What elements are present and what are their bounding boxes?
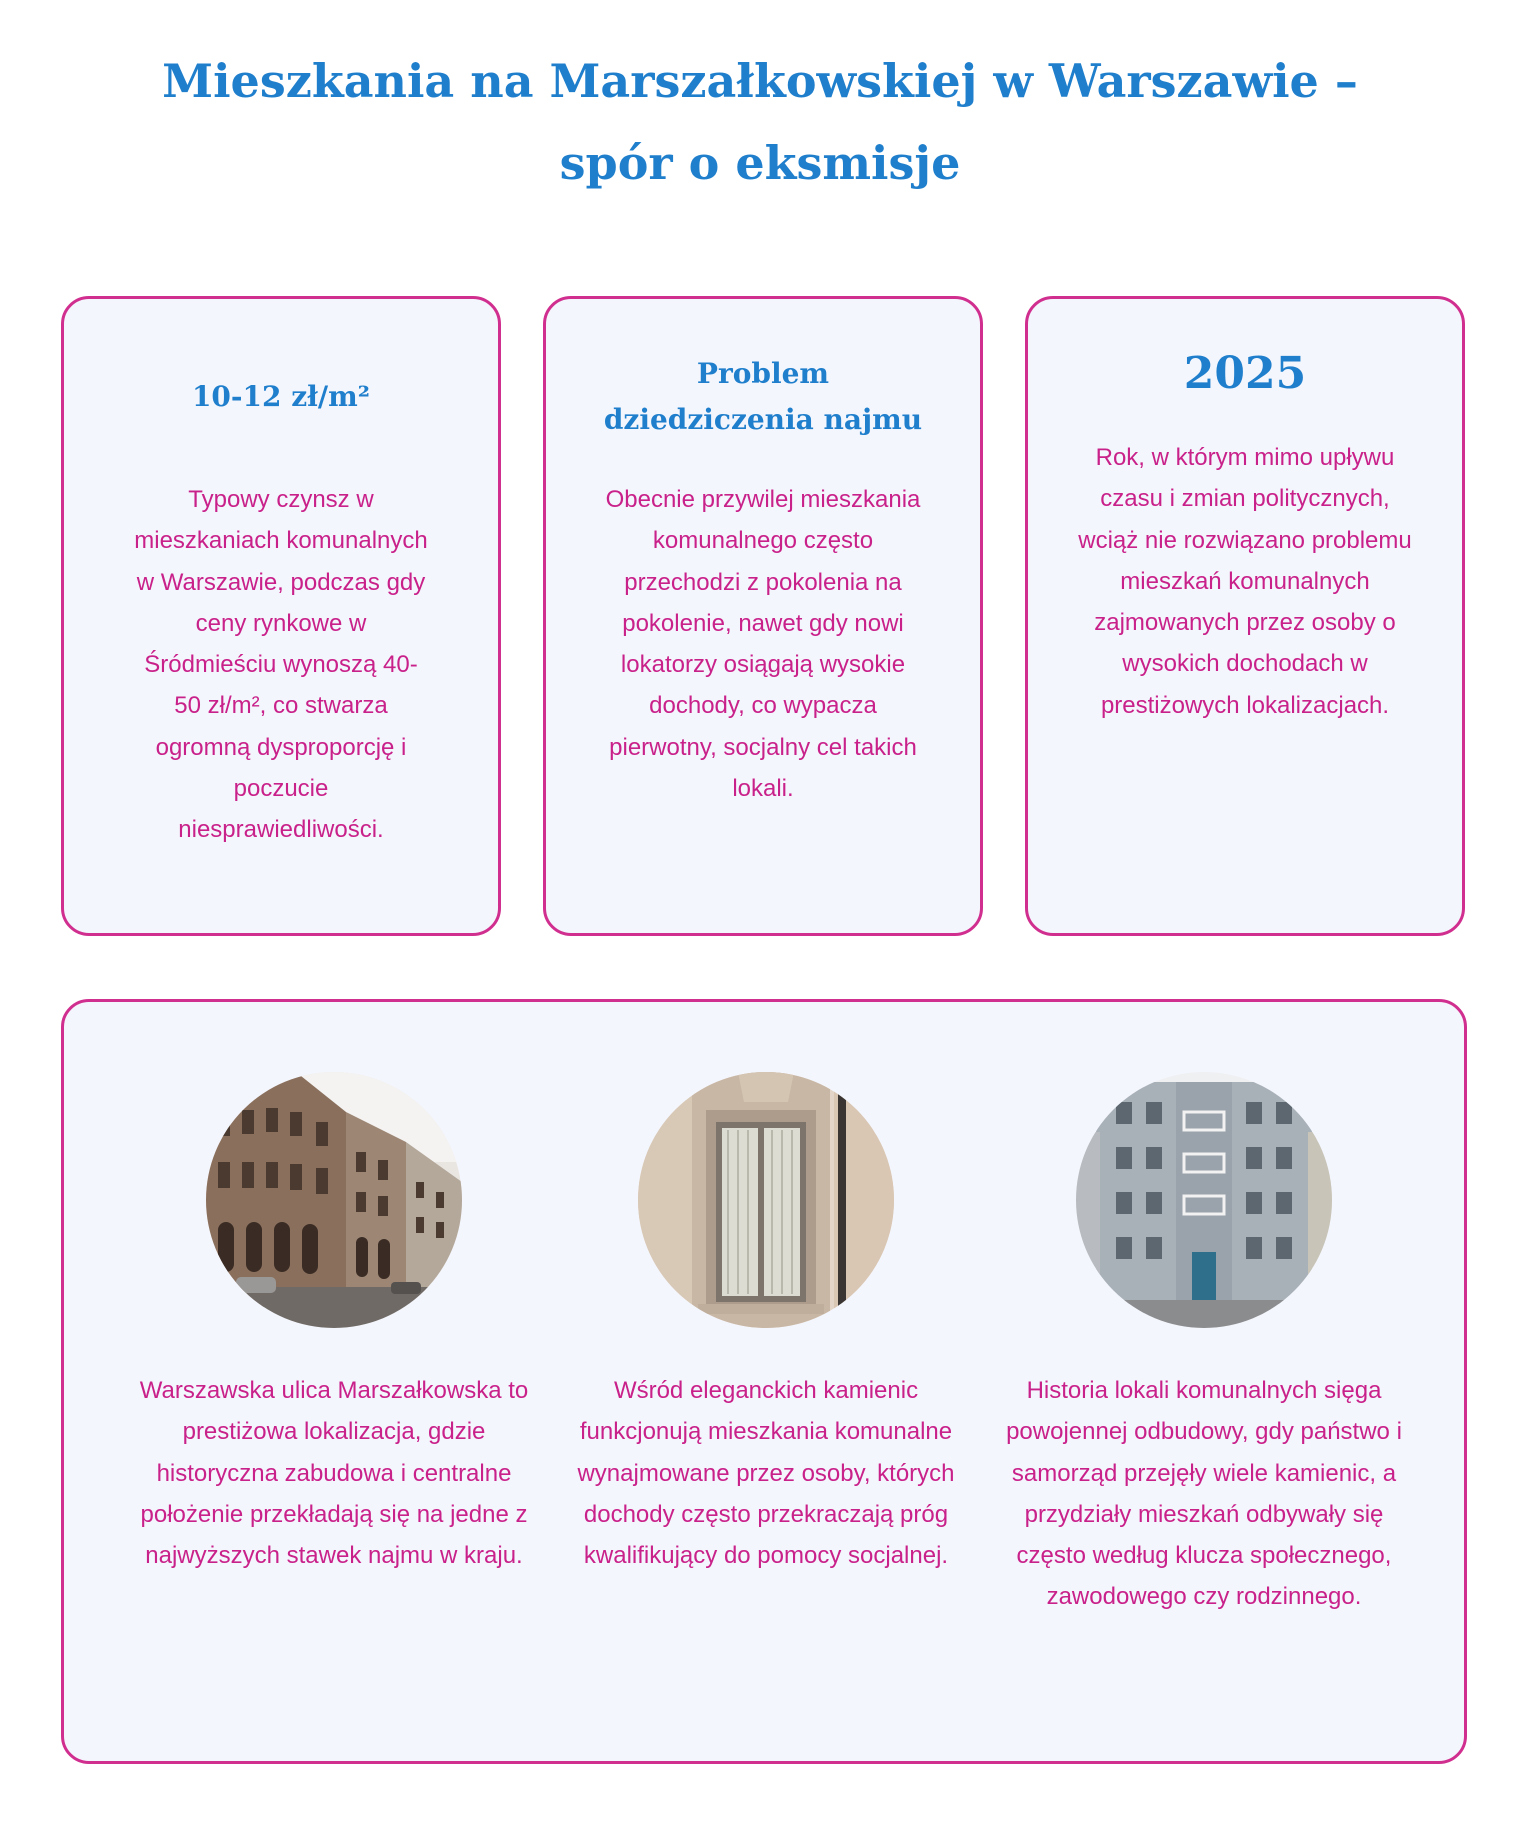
card-text: Typowy czynsz w mieszkaniach komunalnych w Warszawie, podczas gdy ceny rynkowe w Śródmieściu wynoszą 40-50 zł/m², co stwarza ogromną dysproporcję i poczucie niesprawiedliwości. [134, 486, 428, 844]
info-card-rent [61, 296, 501, 936]
info-card-inheritance [543, 296, 983, 936]
gallery-caption: Wśród eleganckich kamienic funkcjonują mieszkania komunalne wynajmowane przez osoby, których dochody często przekraczają próg kwalifikujący do pomocy socjalnej. [577, 1377, 955, 1570]
card-heading-wrap [1048, 299, 1442, 449]
card-heading: 10-12 zł/m² [191, 380, 371, 413]
card-heading: 2025 [1183, 348, 1307, 399]
page-title-line-2: spór o eksmisje [559, 136, 961, 190]
card-text: Obecnie przywilej mieszkania komunalnego często przechodzi z pokolenia na pokolenie, nawet gdy nowi lokatorzy osiągają wysokie dochody, co wypacza pierwotny, socjalny cel takich lokali. [605, 486, 921, 803]
gallery-caption: Historia lokali komunalnych sięga powojennej odbudowy, gdy państwo i samorząd przejęły wiele kamienic, a przydziały mieszkań odbywały się często według klucza społecznego, zawodowego czy rodzinnego. [1006, 1377, 1402, 1611]
card-heading-wrap [84, 299, 478, 495]
page-title [60, 40, 1460, 204]
page-title-line-1: Mieszkania na Marszałkowskiej w Warszawie – [162, 54, 1358, 108]
street-tenement-photo [206, 1072, 462, 1328]
photo-gallery-panel [61, 999, 1467, 1764]
window-facade-photo [638, 1072, 894, 1328]
card-heading-wrap [566, 299, 960, 495]
card-text: Rok, w którym mimo upływu czasu i zmian politycznych, wciąż nie rozwiązano problemu mieszkań komunalnych zajmowanych przez osoby o wysokich dochodach w prestiżowych lokalizacjach. [1078, 444, 1412, 719]
card-heading: Problem dziedziczenia najmu [603, 357, 923, 436]
gallery-caption: Warszawska ulica Marszałkowska to prestiżowa lokalizacja, gdzie historyczna zabudowa i centralne położenie przekładają się na jedne z najwyższych stawek najmu w kraju. [139, 1377, 529, 1570]
info-card-year [1025, 296, 1465, 936]
grey-building-photo [1076, 1072, 1332, 1328]
